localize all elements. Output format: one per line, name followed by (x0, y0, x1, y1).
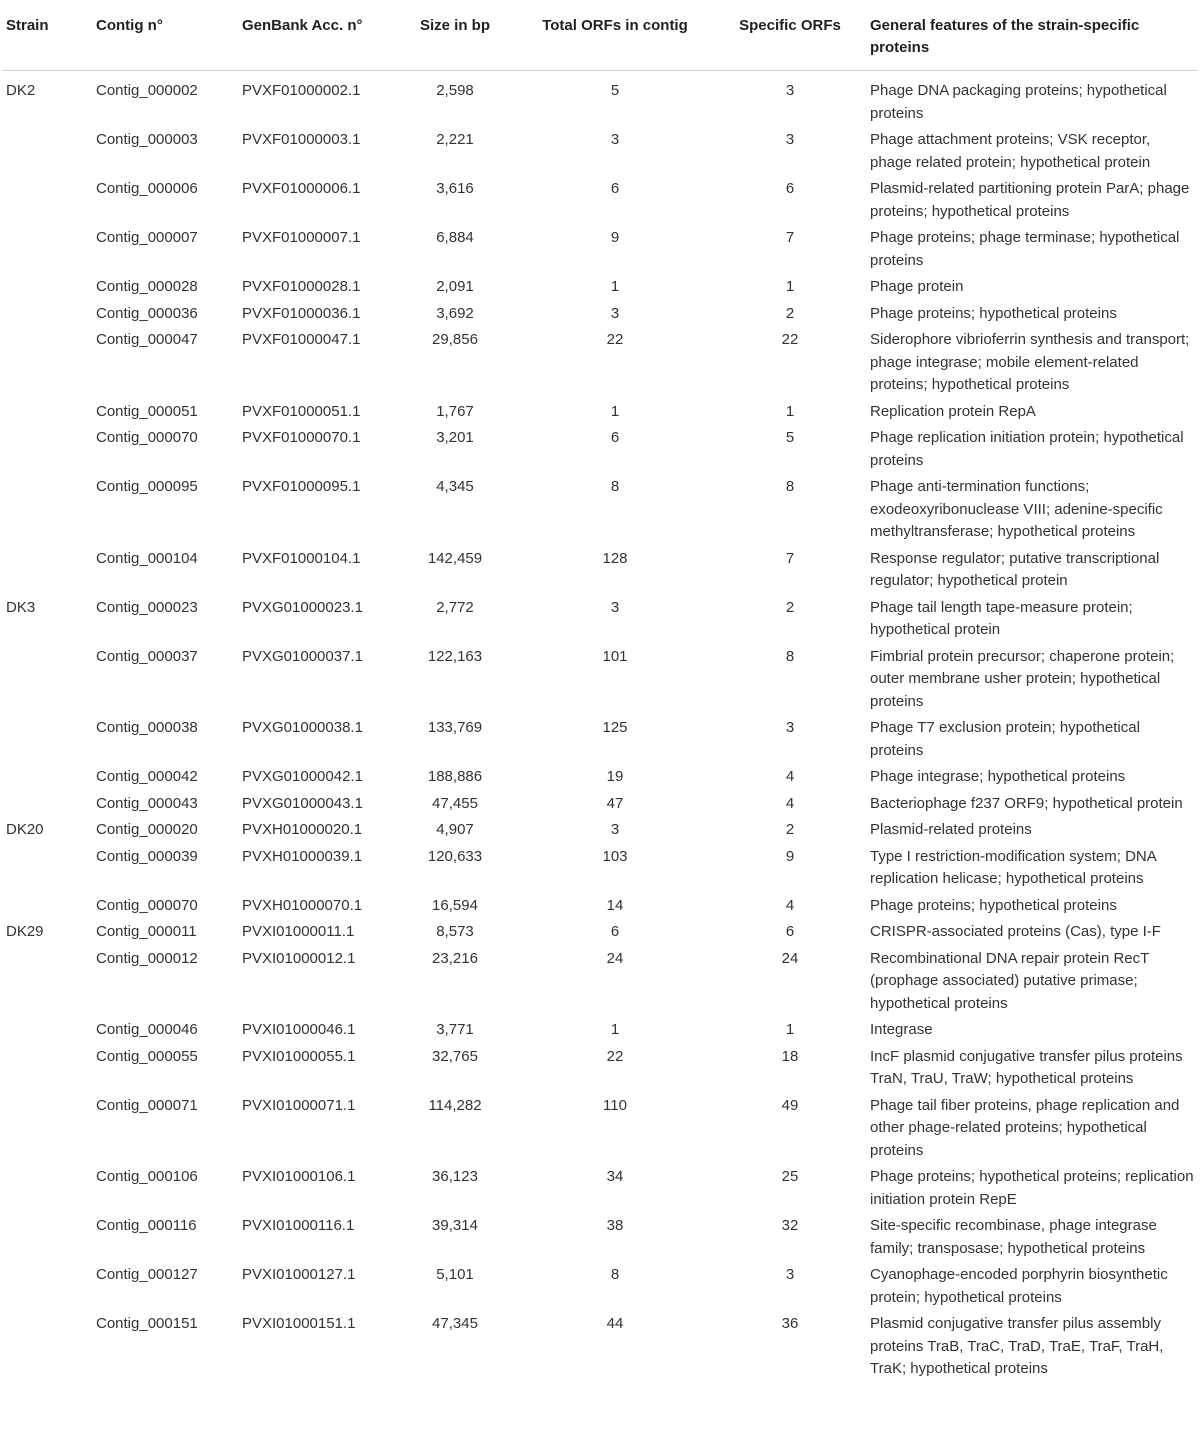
cell-size: 39,314 (432, 1217, 478, 1234)
cell-size: 188,886 (427, 768, 483, 785)
cell-features: Bacteriophage f237 ORF9; hypothetical protein (870, 794, 1183, 812)
cell-specific-orfs: 7 (785, 549, 795, 567)
cell-size: 5,101 (436, 1266, 474, 1283)
table-row (2, 1046, 1198, 1095)
cell-features: Phage tail fiber proteins, phage replication and other phage-related proteins; hypothetical proteins (870, 1096, 1180, 1159)
cell-contig: Contig_000036 (96, 304, 198, 322)
cell-total-orfs: 5 (610, 82, 620, 99)
cell-total-orfs: 3 (610, 821, 620, 838)
cell-accession: PVXI01000151.1 (242, 1315, 356, 1332)
table-body (2, 71, 1198, 1385)
cell-accession: PVXG01000038.1 (242, 719, 363, 736)
cell-total-orfs: 1 (610, 278, 620, 295)
cell-features: Replication protein RepA (870, 402, 1036, 420)
cell-specific-orfs: 6 (785, 923, 795, 940)
table-row (2, 1095, 1198, 1167)
cell-total-orfs: 47 (606, 794, 624, 812)
header-specific-orfs: Specific ORFs (716, 0, 866, 71)
cell-strain (2, 1313, 86, 1385)
cell-total-orfs: 44 (606, 1315, 624, 1332)
cell-strain: DK2 (6, 82, 36, 99)
cell-features: Phage anti-termination functions; exodeoxyribonuclease VIII; adenine-specific methyltransferase; hypothetical proteins (870, 478, 1163, 540)
cell-contig: Contig_000042 (96, 768, 198, 785)
cell-accession: PVXF01000104.1 (242, 549, 361, 567)
cell-size: 114,282 (428, 1096, 482, 1114)
cell-total-orfs: 110 (603, 1096, 627, 1114)
cell-accession: PVXI01000106.1 (242, 1168, 356, 1185)
cell-size: 8,573 (436, 923, 474, 940)
cell-features: Phage proteins; hypothetical proteins (870, 304, 1117, 322)
cell-contig: Contig_000070 (96, 896, 198, 914)
cell-features: Response regulator; putative transcriptional regulator; hypothetical protein (870, 549, 1160, 589)
cell-size: 6,884 (436, 229, 474, 246)
cell-features: Site-specific recombinase, phage integrase family; transposase; hypothetical proteins (870, 1217, 1157, 1257)
cell-specific-orfs: 3 (785, 719, 795, 736)
cell-contig: Contig_000028 (96, 278, 198, 295)
table-row (2, 819, 1198, 846)
cell-total-orfs: 19 (606, 768, 624, 785)
cell-size: 2,598 (436, 82, 474, 99)
cell-contig: Contig_000106 (96, 1168, 198, 1185)
cell-size: 3,201 (436, 429, 474, 446)
cell-specific-orfs: 6 (785, 180, 795, 197)
cell-strain (2, 276, 86, 303)
cell-total-orfs: 3 (610, 304, 620, 322)
header-accession: GenBank Acc. n° (236, 0, 396, 71)
cell-strain (2, 1046, 86, 1095)
cell-size: 16,594 (432, 896, 478, 914)
table-row (2, 1166, 1198, 1215)
cell-size: 4,345 (436, 478, 474, 495)
cell-specific-orfs: 32 (781, 1217, 799, 1234)
cell-specific-orfs: 7 (785, 229, 795, 246)
table-row (2, 427, 1198, 476)
table-row (2, 303, 1198, 330)
table-row (2, 597, 1198, 646)
header-size: Size in bp (396, 0, 516, 71)
cell-size: 3,692 (436, 304, 474, 322)
cell-contig: Contig_000003 (96, 131, 198, 148)
cell-features: Recombinational DNA repair protein RecT (prophage associated) putative primase; hypothetical proteins (870, 949, 1150, 1012)
cell-size: 36,123 (432, 1168, 478, 1185)
cell-features: Integrase (870, 1021, 933, 1038)
cell-size: 2,091 (436, 278, 474, 295)
cell-features: Phage integrase; hypothetical proteins (870, 768, 1126, 785)
table-row (2, 129, 1198, 178)
header-total-orfs: Total ORFs in contig (516, 0, 716, 71)
cell-total-orfs: 6 (610, 180, 620, 197)
cell-total-orfs: 1 (610, 1021, 620, 1038)
cell-contig: Contig_000020 (96, 821, 198, 838)
cell-contig: Contig_000002 (96, 82, 198, 99)
table-row (2, 1215, 1198, 1264)
header-features: General features of the strain-specific proteins (866, 0, 1198, 71)
cell-accession: PVXG01000042.1 (242, 768, 363, 785)
cell-size: 3,616 (436, 180, 474, 197)
cell-contig: Contig_000047 (96, 331, 198, 348)
table-row (2, 766, 1198, 793)
cell-strain (2, 1019, 86, 1046)
cell-accession: PVXI01000012.1 (242, 949, 356, 967)
cell-size: 4,907 (436, 821, 474, 838)
cell-strain (2, 846, 86, 895)
cell-total-orfs: 6 (610, 429, 620, 446)
cell-features: Phage attachment proteins; VSK receptor, phage related protein; hypothetical protein (870, 131, 1151, 171)
cell-size: 23,216 (432, 949, 478, 967)
cell-contig: Contig_000104 (96, 549, 198, 567)
cell-size: 47,345 (432, 1315, 478, 1332)
cell-total-orfs: 24 (606, 949, 624, 967)
cell-contig: Contig_000011 (96, 923, 197, 940)
cell-strain (2, 178, 86, 227)
cell-features: Phage proteins; hypothetical proteins; replication initiation protein RepE (870, 1168, 1194, 1208)
cell-contig: Contig_000071 (96, 1096, 198, 1114)
cell-accession: PVXF01000006.1 (242, 180, 361, 197)
cell-specific-orfs: 49 (781, 1096, 799, 1114)
cell-contig: Contig_000116 (96, 1217, 197, 1234)
cell-total-orfs: 3 (610, 131, 620, 148)
cell-features: Phage protein (870, 278, 964, 295)
cell-size: 29,856 (432, 331, 478, 348)
header-contig: Contig n° (86, 0, 236, 71)
cell-specific-orfs: 9 (785, 847, 795, 865)
cell-specific-orfs: 18 (781, 1047, 799, 1065)
cell-specific-orfs: 8 (785, 647, 795, 665)
cell-accession: PVXI01000046.1 (242, 1021, 356, 1038)
cell-accession: PVXG01000037.1 (242, 647, 363, 665)
cell-total-orfs: 22 (606, 331, 624, 348)
table-row (2, 1019, 1198, 1046)
table-row (2, 227, 1198, 276)
cell-accession: PVXI01000071.1 (242, 1096, 356, 1114)
cell-specific-orfs: 2 (785, 821, 795, 838)
cell-accession: PVXF01000070.1 (242, 429, 361, 446)
table-row (2, 276, 1198, 303)
cell-strain (2, 227, 86, 276)
cell-strain (2, 548, 86, 597)
cell-size: 2,772 (436, 598, 474, 616)
cell-features: Fimbrial protein precursor; chaperone protein; outer membrane usher protein; hypothetical proteins (870, 647, 1175, 710)
cell-size: 2,221 (436, 131, 474, 148)
cell-features: Type I restriction-modification system; DNA replication helicase; hypothetical proteins (870, 847, 1156, 887)
cell-contig: Contig_000127 (96, 1266, 198, 1283)
cell-specific-orfs: 22 (781, 331, 799, 348)
cell-contig: Contig_000006 (96, 180, 198, 197)
cell-contig: Contig_000151 (96, 1315, 198, 1332)
cell-total-orfs: 128 (602, 549, 628, 567)
cell-contig: Contig_000095 (96, 478, 198, 495)
header-row (2, 0, 1198, 71)
cell-strain (2, 476, 86, 548)
cell-accession: PVXH01000070.1 (242, 896, 363, 914)
cell-features: Plasmid-related partitioning protein ParA; phage proteins; hypothetical proteins (870, 180, 1190, 220)
cell-specific-orfs: 3 (785, 131, 795, 148)
cell-size: 3,771 (436, 1021, 474, 1038)
cell-strain (2, 1095, 86, 1167)
cell-size: 142,459 (427, 549, 483, 567)
cell-accession: PVXI01000011.1 (242, 923, 355, 940)
cell-strain (2, 766, 86, 793)
cell-total-orfs: 22 (606, 1047, 624, 1065)
cell-features: Phage DNA packaging proteins; hypothetical proteins (870, 82, 1167, 122)
cell-strain (2, 129, 86, 178)
cell-size: 32,765 (432, 1047, 478, 1065)
cell-strain (2, 1264, 86, 1313)
table-row (2, 948, 1198, 1020)
cell-strain: DK20 (6, 821, 44, 838)
cell-specific-orfs: 8 (785, 478, 795, 495)
cell-strain: DK29 (6, 923, 44, 940)
cell-strain (2, 895, 86, 922)
cell-accession: PVXF01000095.1 (242, 478, 361, 495)
cell-strain (2, 1166, 86, 1215)
table-row (2, 1264, 1198, 1313)
cell-features: Plasmid conjugative transfer pilus assembly proteins TraB, TraC, TraD, TraE, TraF, TraH, TraK; hypothetical proteins (870, 1315, 1164, 1377)
cell-contig: Contig_000012 (96, 949, 198, 967)
table-row (2, 921, 1198, 948)
cell-total-orfs: 125 (602, 719, 628, 736)
cell-strain (2, 793, 86, 820)
cell-features: Cyanophage-encoded porphyrin biosynthetic protein; hypothetical proteins (870, 1266, 1168, 1306)
cell-strain (2, 427, 86, 476)
cell-contig: Contig_000038 (96, 719, 198, 736)
cell-accession: PVXI01000127.1 (242, 1266, 356, 1283)
cell-total-orfs: 6 (610, 923, 620, 940)
cell-contig: Contig_000023 (96, 598, 198, 616)
cell-total-orfs: 1 (610, 402, 620, 420)
cell-strain (2, 329, 86, 401)
cell-accession: PVXF01000036.1 (242, 304, 361, 322)
cell-contig: Contig_000039 (96, 847, 198, 865)
cell-total-orfs: 8 (610, 478, 620, 495)
cell-contig: Contig_000051 (96, 402, 198, 420)
cell-specific-orfs: 4 (785, 896, 795, 914)
cell-accession: PVXH01000039.1 (242, 847, 363, 865)
cell-features: Siderophore vibrioferrin synthesis and transport; phage integrase; mobile element-related proteins; hypothetical proteins (870, 331, 1190, 393)
cell-specific-orfs: 3 (785, 82, 795, 99)
cell-specific-orfs: 5 (785, 429, 795, 446)
cell-contig: Contig_000070 (96, 429, 198, 446)
cell-features: CRISPR-associated proteins (Cas), type I-F (870, 923, 1161, 940)
cell-accession: PVXG01000023.1 (242, 598, 363, 616)
cell-strain: DK3 (6, 598, 36, 616)
table-row (2, 846, 1198, 895)
cell-strain (2, 717, 86, 766)
cell-strain (2, 303, 86, 330)
cell-accession: PVXI01000116.1 (242, 1217, 355, 1234)
cell-strain (2, 646, 86, 718)
cell-specific-orfs: 2 (785, 304, 795, 322)
cell-strain (2, 401, 86, 428)
cell-contig: Contig_000007 (96, 229, 198, 246)
cell-contig: Contig_000055 (96, 1047, 198, 1065)
cell-specific-orfs: 4 (785, 768, 795, 785)
table-header (2, 0, 1198, 71)
cell-total-orfs: 9 (610, 229, 620, 246)
table-row (2, 1313, 1198, 1385)
cell-size: 122,163 (427, 647, 483, 665)
cell-total-orfs: 14 (606, 896, 624, 914)
table-row (2, 476, 1198, 548)
cell-specific-orfs: 24 (781, 949, 799, 967)
cell-specific-orfs: 3 (785, 1266, 795, 1283)
cell-contig: Contig_000037 (96, 647, 198, 665)
cell-features: Plasmid-related proteins (870, 821, 1032, 838)
cell-size: 133,769 (427, 719, 483, 736)
cell-total-orfs: 101 (602, 647, 628, 665)
cell-features: Phage proteins; phage terminase; hypothetical proteins (870, 229, 1180, 269)
table-row (2, 646, 1198, 718)
cell-specific-orfs: 1 (785, 278, 795, 295)
cell-size: 1,767 (436, 402, 474, 420)
table-row (2, 717, 1198, 766)
cell-specific-orfs: 1 (785, 1021, 795, 1038)
cell-features: Phage proteins; hypothetical proteins (870, 896, 1117, 914)
cell-total-orfs: 3 (610, 598, 620, 616)
table-row (2, 401, 1198, 428)
cell-specific-orfs: 25 (781, 1168, 799, 1185)
cell-features: Phage T7 exclusion protein; hypothetical proteins (870, 719, 1140, 759)
strain-specific-contigs-table (2, 0, 1198, 1385)
cell-accession: PVXF01000028.1 (242, 278, 361, 295)
cell-accession: PVXF01000002.1 (242, 82, 361, 99)
cell-features: IncF plasmid conjugative transfer pilus proteins TraN, TraU, TraW; hypothetical proteins (870, 1047, 1183, 1087)
table-row (2, 329, 1198, 401)
table-row (2, 71, 1198, 130)
cell-features: Phage replication initiation protein; hypothetical proteins (870, 429, 1184, 469)
cell-accession: PVXF01000007.1 (242, 229, 361, 246)
cell-contig: Contig_000043 (96, 794, 198, 812)
table-row (2, 178, 1198, 227)
cell-strain (2, 948, 86, 1020)
table-row (2, 548, 1198, 597)
cell-accession: PVXI01000055.1 (242, 1047, 356, 1065)
cell-size: 47,455 (432, 794, 478, 812)
cell-total-orfs: 34 (606, 1168, 624, 1185)
cell-contig: Contig_000046 (96, 1021, 198, 1038)
cell-specific-orfs: 36 (781, 1315, 799, 1332)
cell-accession: PVXF01000051.1 (242, 402, 361, 420)
cell-accession: PVXF01000047.1 (242, 331, 361, 348)
cell-specific-orfs: 2 (785, 598, 795, 616)
cell-accession: PVXF01000003.1 (242, 131, 361, 148)
cell-accession: PVXG01000043.1 (242, 794, 363, 812)
cell-size: 120,633 (427, 847, 483, 865)
cell-specific-orfs: 4 (785, 794, 795, 812)
table-row (2, 895, 1198, 922)
cell-strain (2, 1215, 86, 1264)
cell-total-orfs: 38 (606, 1217, 624, 1234)
header-strain: Strain (2, 0, 86, 71)
table-row (2, 793, 1198, 820)
cell-accession: PVXH01000020.1 (242, 821, 363, 838)
cell-specific-orfs: 1 (785, 402, 795, 420)
cell-total-orfs: 8 (610, 1266, 620, 1283)
cell-total-orfs: 103 (602, 847, 628, 865)
cell-features: Phage tail length tape-measure protein; hypothetical protein (870, 598, 1133, 638)
